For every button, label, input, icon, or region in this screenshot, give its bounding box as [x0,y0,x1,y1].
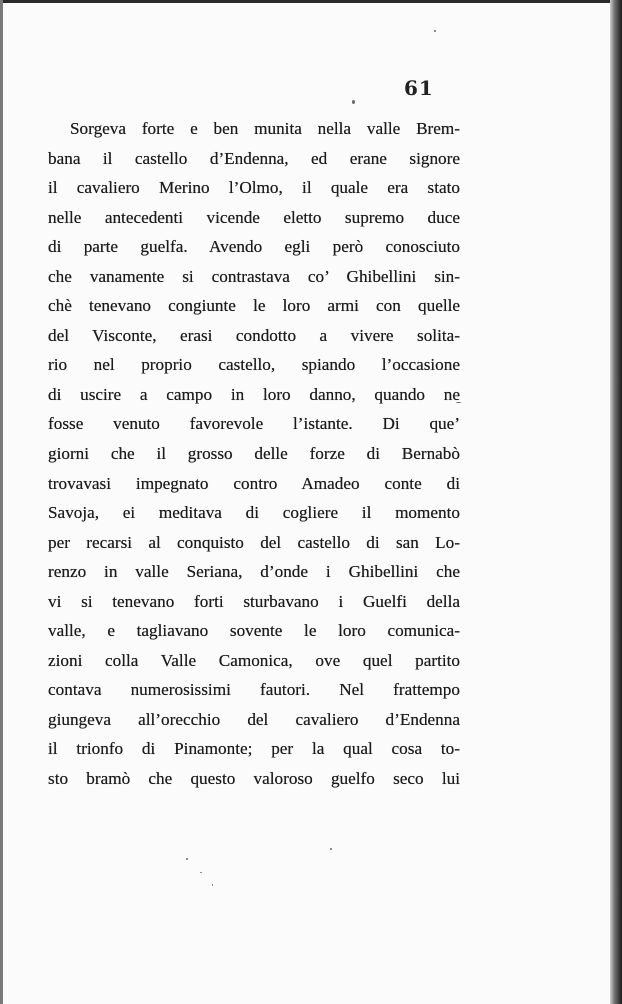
text-line: il trionfo di Pinamonte; per la qual cosa to- [48,739,460,759]
text-line: zioni colla Valle Camonica, ove quel partito [48,650,460,670]
text-line: nelle antecedenti vicende eletto supremo duce [48,207,460,227]
text-line: sto bramò che questo valoroso guelfo seco lui [48,769,460,789]
ink-speck [330,848,332,850]
text-line: per recarsi al conquisto del castello di san Lo- [48,532,460,552]
ink-speck [200,872,202,873]
text-line: fosse venuto favorevole l’istante. Di que’ [48,414,460,434]
text-line: renzo in valle Seriana, d’onde i Ghibellini che [48,562,460,582]
page-right-edge-shadow [610,0,622,1004]
text-line: trovavasi impegnato contro Amadeo conte di [48,473,460,493]
text-line: Sorgeva forte e ben munita nella valle Brem- [70,119,460,138]
ink-speck [186,858,188,860]
text-line: Savoja, ei meditava di cogliere il momento [48,503,460,523]
ink-speck [212,884,213,886]
ink-speck [434,30,436,32]
text-line: rio nel proprio castello, spiando l’occasione [48,355,460,375]
text-line: bana il castello d’Endenna, ed erane signore [48,148,460,168]
page-number: 61 [404,76,434,100]
text-line: valle, e tagliavano sovente le loro comunica- [48,621,460,641]
text-line: giorni che il grosso delle forze di Bernabò [48,444,460,464]
body-text [48,114,460,794]
text-line: giungeva all’orecchio del cavaliero d’Endenna [48,709,460,729]
text-line: del Visconte, erasi condotto a vivere solita- [48,325,460,345]
text-line: che vanamente si contrastava co’ Ghibellini sin- [48,266,460,286]
text-line: di uscire a campo in loro danno, quando ne [48,384,460,404]
text-line: il cavaliero Merino l’Olmo, il quale era stato [48,178,460,198]
page-left-edge [0,0,3,1004]
text-line: di parte guelfa. Avendo egli però conosciuto [48,237,460,257]
page-top-edge [0,0,622,3]
text-line: contava numerosissimi fautori. Nel frattempo [48,680,460,700]
ink-speck [352,100,355,104]
text-line: vi si tenevano forti sturbavano i Guelfi della [48,591,460,611]
text-line: chè tenevano congiunte le loro armi con quelle [48,296,460,316]
